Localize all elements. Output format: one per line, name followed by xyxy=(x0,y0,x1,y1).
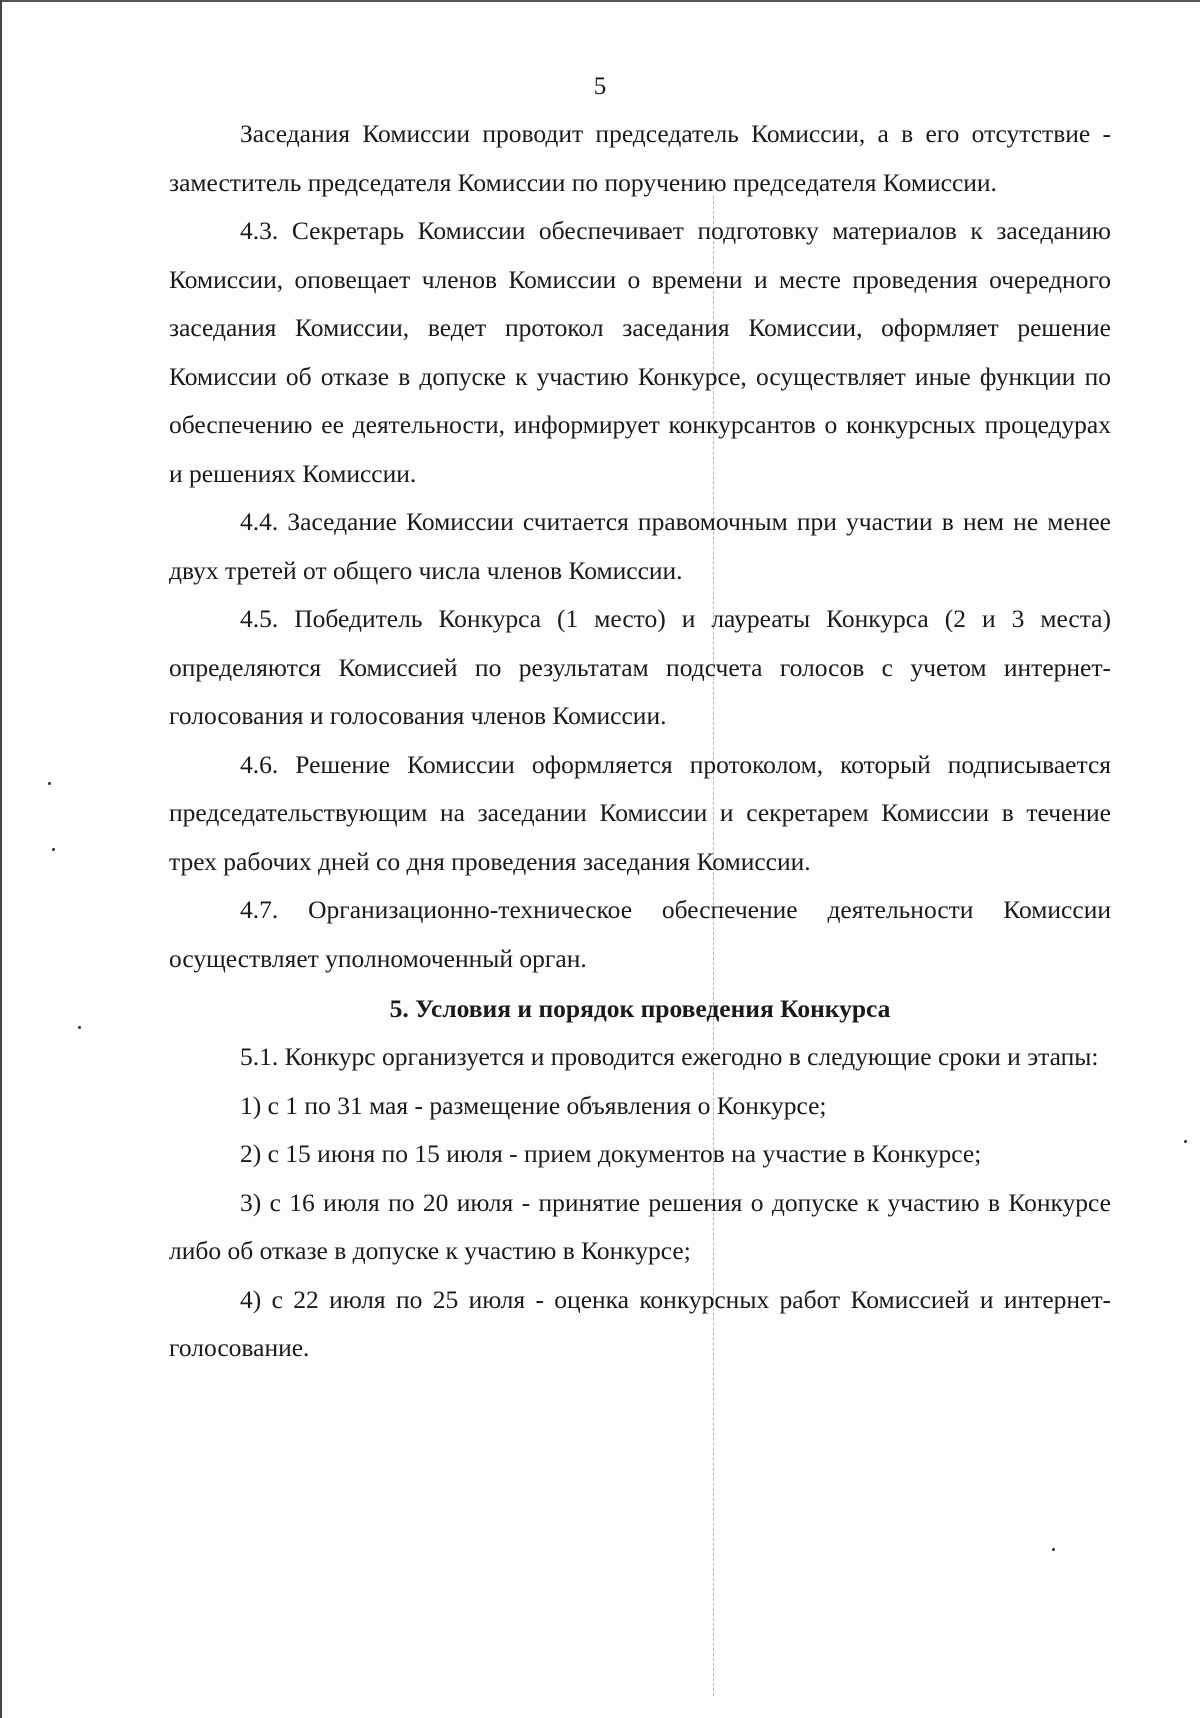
scan-speck xyxy=(1184,1140,1187,1143)
document-body xyxy=(169,110,1111,1373)
scan-edge-top xyxy=(0,0,1200,2)
paragraph-4-6: 4.6. Решение Комиссии оформляется протоколом, который подписывается председательствующим на заседании Комиссии и секретарем Комиссии в течение трех рабочих дней со дня проведения заседания Комиссии. xyxy=(169,749,1111,876)
scan-speck xyxy=(78,1026,81,1029)
page-number: 5 xyxy=(593,73,607,100)
paragraph-4-3: 4.3. Секретарь Комиссии обеспечивает подготовку материалов к заседанию Комиссии, оповещает членов Комиссии о времени и месте проведения очередного заседания Комиссии, ведет протокол заседания Комиссии, оформляет решение Комиссии об отказе в допуске к участию Конкурсе, осуществляет иные функции по обеспечению ее деятельности, информирует конкурсантов о конкурсных процедурах и решениях Комиссии. xyxy=(169,216,1111,488)
scan-speck xyxy=(52,848,55,851)
list-item-stage-3: 3) с 16 июля по 20 июля - принятие решения о допуске к участию в Конкурсе либо об отказе в допуске к участию в Конкурсе; xyxy=(169,1187,1111,1265)
paragraph-4-5: 4.5. Победитель Конкурса (1 место) и лауреаты Конкурса (2 и 3 места) определяются Комиссией по результатам подсчета голосов с учетом интернет-голосования и голосования членов Комиссии. xyxy=(169,604,1111,730)
scan-edge-left xyxy=(0,0,2,1718)
list-item-stage-1: 1) с 1 по 31 мая - размещение объявления о Конкурсе; xyxy=(240,1090,827,1120)
paragraph-4-7: 4.7. Организационно-техническое обеспечение деятельности Комиссии осуществляет уполномоченный орган. xyxy=(169,895,1111,973)
paragraph-5-1: 5.1. Конкурс организуется и проводится ежегодно в следующие сроки и этапы: xyxy=(240,1042,1099,1071)
list-item-stage-4: 4) с 22 июля по 25 июля - оценка конкурсных работ Комиссией и интернет-голосование. xyxy=(169,1284,1111,1362)
paragraph-4-4: 4.4. Заседание Комиссии считается правомочным при участии в нем не менее двух третей от общего числа членов Комиссии. xyxy=(169,507,1111,585)
scan-speck xyxy=(1052,1548,1055,1551)
scan-speck xyxy=(48,782,51,785)
list-item-stage-2: 2) с 15 июня по 15 июля - прием документов на участие в Конкурсе; xyxy=(240,1139,982,1168)
paragraph-chairman: Заседания Комиссии проводит председатель Комиссии, а в его отсутствие - заместитель председателя Комиссии по поручению председателя Комиссии. xyxy=(169,119,1111,197)
section-heading: 5. Условия и порядок проведения Конкурса xyxy=(389,994,891,1023)
